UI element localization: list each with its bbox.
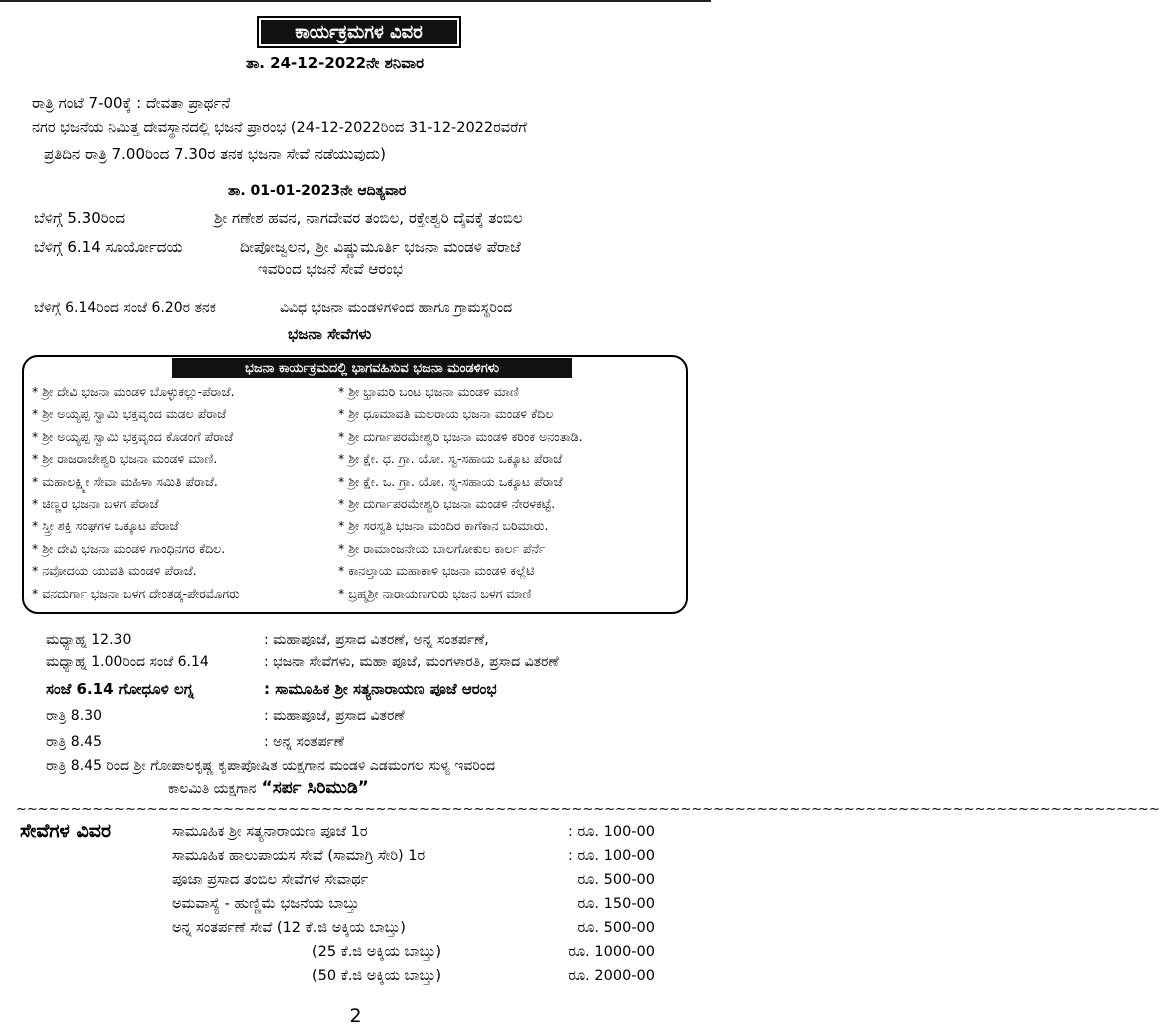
schedule-time: ಮಧ್ಯಾಹ್ನ 12.30 <box>46 632 132 648</box>
group-list-item <box>32 518 178 534</box>
group-list-item <box>338 429 583 445</box>
yakshagana-name: “ಸರ್ಪ ಸಿರಿಮುಡಿ” <box>261 778 369 798</box>
yakshagana-line: ರಾತ್ರಿ 8.45 ರಿಂದ ಶ್ರೀ ಗೋಪಾಲಕೃಷ್ಣ ಕೃಪಾಪೋಷಿತ ಯಕ್ಷಗಾನ ಮಂಡಳಿ ಎಡಮಂಗಲ ಸುಳ್ಯ ಇವರಿಂದ <box>46 758 496 774</box>
group-name: ಶ್ರೀ ರಾಮಾಂಜನೇಯ ಬಾಲಗೋಕುಲ ಕಾರ್ಲ ಪೆರ್ನೆ <box>348 540 546 556</box>
group-list-item <box>338 541 545 557</box>
group-name: ಶ್ರೀ ಸರಸ್ವತಿ ಭಜನಾ ಮಂದಿರ ಕಾಗೆಕಾನ ಬರಿಮಾರು. <box>348 518 549 534</box>
page-number: 2 <box>349 1005 362 1027</box>
seva-item-name: ಅನ್ನ ಸಂತರ್ಪಣೆ ಸೇವೆ (12 ಕೆ.ಜಿ ಅಕ್ಕಿಯ ಬಾಬ್ತು) <box>172 920 406 936</box>
group-list-item <box>32 563 197 579</box>
group-list-item <box>338 563 534 579</box>
yakshagana-prefix: ಕಾಲಮಿತಿ ಯಕ್ಷಗಾನ <box>168 781 257 797</box>
seva-item-name: ಪೂಜಾ ಪ್ರಸಾದ ತಂಬಿಲ ಸೇವೆಗಳ ಸೇವಾರ್ಥ <box>172 872 369 888</box>
row3-time: ಬೆಳಿಗ್ಗೆ 6.14ರಿಂದ ಸಂಜೆ 6.20ರ ತನಕ <box>34 300 216 316</box>
schedule-desc: : ಮಹಾಪೂಜೆ, ಪ್ರಸಾದ ವಿತರಣೆ, ಅನ್ನ ಸಂತರ್ಪಣೆ, <box>264 632 489 648</box>
group-name: ಶ್ರೀ ದುರ್ಗಾಪರಮೇಶ್ವರಿ ಭಜನಾ ಮಂಡಳಿ ಕರಿಂಕ ಅನಂತಾಡಿ. <box>348 428 583 444</box>
group-name: ಮಹಾಲಕ್ಷ್ಮೀ ಸೇವಾ ಮಹಿಳಾ ಸಮಿತಿ ಪೆರಾಜೆ. <box>42 473 218 489</box>
group-list-item <box>32 586 240 602</box>
bullet-mark: * <box>32 451 43 467</box>
group-name: ಶ್ರೀ ರಾಜರಾಜೇಶ್ವರಿ ಭಜನಾ ಮಂಡಳಿ ಮಾಣಿ. <box>42 451 218 467</box>
seva-item-name: ಸಾಮೂಹಿಕ ಹಾಲುಪಾಯಸ ಸೇವೆ (ಸಾಮಾಗ್ರಿ ಸೇರಿ) 1ರ <box>172 848 426 864</box>
line-bhajane-start: ನಗರ ಭಜನೆಯ ನಿಮಿತ್ತ ದೇವಸ್ಥಾನದಲ್ಲಿ ಭಜನೆ ಪ್ರಾರಂಭ (24-12-2022ರಿಂದ 31-12-2022ರವರೆಗೆ <box>32 120 527 136</box>
seva-item-name: ಅಮವಾಸ್ಯೆ - ಹುಣ್ಣಿಮೆ ಭಜನೆಯ ಬಾಬ್ತು <box>172 896 360 912</box>
schedule-desc: : ಭಜನಾ ಸೇವೆಗಳು, ಮಹಾ ಪೂಜೆ, ಮಂಗಳಾರತಿ, ಪ್ರಸಾದ ವಿತರಣೆ <box>264 654 559 670</box>
seva-heading: ಸೇವೆಗಳ ವಿವರ <box>20 820 111 842</box>
group-name: ಶ್ರೀ ಧೂಮಾವತಿ ಮಲರಾಯ ಭಜನಾ ಮಂಡಳಿ ಕೆದಿಲ <box>348 406 554 422</box>
group-list-item <box>32 474 218 490</box>
group-list-item <box>338 496 555 512</box>
line-deity-prayer: ರಾತ್ರಿ ಗಂಟೆ 7-00ಕ್ಕೆ : ದೇವತಾ ಪ್ರಾರ್ಥನೆ <box>32 94 231 112</box>
group-name: ಸ್ತ್ರೀ ಶಕ್ತಿ ಸಂಘಗಳ ಒಕ್ಕೂಟ ಪೆರಾಜೆ <box>42 518 179 534</box>
group-list-item <box>32 406 226 422</box>
group-list-item <box>32 541 225 557</box>
group-name: ಶ್ರೀ ದೇವಿ ಭಜನಾ ಮಂಡಳಿ ಬೊಳ್ಳುಕಲ್ಲು-ಪೆರಾಜೆ. <box>42 384 235 399</box>
seva-item-name: ಸಾಮೂಹಿಕ ಶ್ರೀ ಸತ್ಯನಾರಾಯಣ ಪೂಜೆ 1ರ <box>172 824 368 840</box>
group-name: ಶ್ರೀ ಭ್ರಾಮರಿ ಬಂಟ ಭಜನಾ ಮಂಡಳಿ ಮಾಣಿ <box>348 384 519 399</box>
groups-panel-title-box <box>172 358 572 378</box>
seva-item-amount: : ರೂ. 100-00 <box>568 848 655 864</box>
seva-item-amount: ರೂ. 500-00 <box>577 872 655 888</box>
bullet-mark: * <box>338 540 349 556</box>
group-list-item <box>32 496 159 512</box>
bullet-mark: * <box>338 563 349 579</box>
seva-item-name: (50 ಕೆ.ಜಿ ಅಕ್ಕಿಯ ಬಾಬ್ತು) <box>312 968 441 984</box>
date-heading-2: ತಾ. 01-01-2023ನೇ ಆದಿತ್ಯವಾರ <box>228 183 407 199</box>
bullet-mark: * <box>32 406 43 422</box>
group-name: ಶ್ರೀ ಅಯ್ಯಪ್ಪ ಸ್ವಾಮಿ ಭಕ್ತವೃಂದ ಮಡಲ ಪೆರಾಜೆ <box>42 406 227 422</box>
group-list-item <box>338 474 563 490</box>
schedule-desc: : ಮಹಾಪೂಜೆ, ಪ್ರಸಾದ ವಿತರಣೆ <box>264 708 405 724</box>
bullet-mark: * <box>338 428 349 444</box>
bullet-mark: * <box>338 473 349 489</box>
groups-panel-title: ಭಜನಾ ಕಾರ್ಯಕ್ರಮದಲ್ಲಿ ಭಾಗವಹಿಸುವ ಭಜನಾ ಮಂಡಳಿಗಳು <box>245 360 499 376</box>
row2-desc: ದೀಪೋಜ್ವಲನ, ಶ್ರೀ ವಿಷ್ಣುಮೂರ್ತಿ ಭಜನಾ ಮಂಡಳಿ ಪೆರಾಜೆ <box>240 238 521 256</box>
schedule-time: ಮಧ್ಯಾಹ್ನ 1.00ರಿಂದ ಸಂಜೆ 6.14 <box>46 654 209 670</box>
group-list-item <box>338 384 519 400</box>
row3-desc: ವಿವಿಧ ಭಜನಾ ಮಂಡಳಿಗಳಿಂದ ಹಾಗೂ ಗ್ರಾಮಸ್ಥರಿಂದ <box>280 300 513 316</box>
schedule-desc: : ಸಾಮೂಹಿಕ ಶ್ರೀ ಸತ್ಯನಾರಾಯಣ ಪೂಜೆ ಆರಂಭ <box>264 680 497 698</box>
group-list-item <box>338 406 553 422</box>
schedule-time: ರಾತ್ರಿ 8.30 <box>46 708 102 724</box>
schedule-time: ಸಂಜೆ 6.14 ಗೋಧೂಳಿ ಲಗ್ನ <box>46 680 194 698</box>
group-name: ಶ್ರೀ ಕ್ಷೇ. ಒ. ಗ್ರಾ. ಯೋ. ಸ್ವ-ಸಹಾಯ ಒಕ್ಕೂಟ ಪೆರಾಜೆ <box>348 473 563 489</box>
line-daily-bhajane: ಪ್ರತಿದಿನ ರಾತ್ರಿ 7.00ರಿಂದ 7.30ರ ತನಕ ಭಜನಾ ಸೇವೆ ನಡೆಯುವುದು) <box>44 145 386 163</box>
seva-item-amount: ರೂ. 1000-00 <box>568 944 655 960</box>
bullet-mark: * <box>32 563 43 579</box>
bullet-mark: * <box>32 384 43 399</box>
group-name: ಶ್ರೀ ದೇವಿ ಭಜನಾ ಮಂಡಳಿ ಗಾಂಧಿನಗರ ಕೆದಿಲ. <box>42 540 226 556</box>
group-list-item <box>338 451 562 467</box>
row2-time: ಬೆಳಿಗ್ಗೆ 6.14 ಸೂರ್ಯೋದಯ <box>34 238 183 256</box>
date-heading-1: ತಾ. 24-12-2022ನೇ ಶನಿವಾರ <box>246 54 425 72</box>
group-list-item <box>338 518 548 534</box>
group-list-item <box>32 384 235 400</box>
group-name: ವನದುರ್ಗಾ ಭಜನಾ ಬಳಗ ದೇಂತಡ್ಕ-ಪೇರಮೊಗರು <box>42 585 240 601</box>
yakshagana-title-line <box>168 778 369 798</box>
bullet-mark: * <box>32 518 43 534</box>
schedule-desc: : ಅನ್ನ ಸಂತರ್ಪಣೆ <box>264 734 344 750</box>
seva-item-amount: ರೂ. 2000-00 <box>568 968 655 984</box>
row2-desc2: ಇವರಿಂದ ಭಜನೆ ಸೇವೆ ಆರಂಭ <box>258 260 404 278</box>
bullet-mark: * <box>32 428 43 444</box>
bullet-mark: * <box>32 540 43 556</box>
divider-tilde: ~~~~~~~~~~~~~~~~~~~~~~~~~~~~~~~~~~~~~~~~~~~~~~~~~~~~~~~~~~~~~~~~~~~~~~~~~~~~~~~~~~~~~~~~~~~~~~~~~~~~~~~~~ <box>16 802 1160 817</box>
schedule-time: ರಾತ್ರಿ 8.45 <box>46 734 102 750</box>
page-title-box <box>257 16 461 48</box>
seva-item-amount: ರೂ. 150-00 <box>577 896 655 912</box>
seva-item-name: (25 ಕೆ.ಜಿ ಅಕ್ಕಿಯ ಬಾಬ್ತು) <box>312 944 441 960</box>
group-name: ಬ್ರಹ್ಮಶ್ರೀ ನಾರಾಯಣಗುರು ಭಜನ ಬಳಗ ಮಾಣಿ <box>348 585 532 601</box>
group-list-item <box>338 586 532 602</box>
bullet-mark: * <box>338 384 349 399</box>
row1-desc: ಶ್ರೀ ಗಣೇಶ ಹವನ, ನಾಗದೇವರ ತಂಬಿಲ, ರಕ್ತೇಶ್ವರಿ ದೈವಕ್ಕೆ ತಂಬಿಲ <box>214 209 523 227</box>
bullet-mark: * <box>32 585 43 601</box>
bullet-mark: * <box>32 473 43 489</box>
group-name: ಶ್ರೀ ಕ್ಷೇ. ಧ. ಗ್ರಾ. ಯೋ. ಸ್ವ-ಸಹಾಯ ಒಕ್ಕೂಟ ಪೆರಾಜೆ <box>348 451 563 467</box>
group-name: ನವೋದಯ ಯುವತಿ ಮಂಡಳಿ ಪೆರಾಜೆ. <box>42 563 197 579</box>
bullet-mark: * <box>338 496 349 511</box>
page-title: ಕಾರ್ಯಕ್ರಮಗಳ ವಿವರ <box>295 21 423 43</box>
group-name: ಚಿಣ್ಣರ ಭಜನಾ ಬಳಗ ಪೆರಾಜೆ <box>42 496 159 511</box>
bullet-mark: * <box>32 496 43 511</box>
bullet-mark: * <box>338 406 349 422</box>
bullet-mark: * <box>338 585 349 601</box>
bullet-mark: * <box>338 518 349 534</box>
bullet-mark: * <box>338 451 349 467</box>
group-name: ಶ್ರೀ ಅಯ್ಯಪ್ಪ ಸ್ವಾಮಿ ಭಕ್ತವೃಂದ ಕೊಡಂಗೆ ಪೆರಾಜೆ <box>42 428 234 444</box>
group-name: ಶ್ರೀ ದುರ್ಗಾಪರಮೇಶ್ವರಿ ಭಜನಾ ಮಂಡಳಿ ನೇರಳಕಟ್ಟೆ. <box>348 496 556 511</box>
group-name: ಕಾನಲ್ತಾಯ ಮಹಾಕಾಳಿ ಭಜನಾ ಮಂಡಳಿ ಕಲ್ಲೆಟಿ <box>348 563 535 579</box>
bhajana-sevegalu-heading: ಭಜನಾ ಸೇವೆಗಳು <box>288 325 372 343</box>
seva-item-amount: ರೂ. 500-00 <box>577 920 655 936</box>
group-list-item <box>32 451 217 467</box>
row1-time: ಬೆಳಿಗ್ಗೆ 5.30ರಿಂದ <box>34 209 126 227</box>
group-list-item <box>32 429 233 445</box>
seva-item-amount: : ರೂ. 100-00 <box>568 824 655 840</box>
